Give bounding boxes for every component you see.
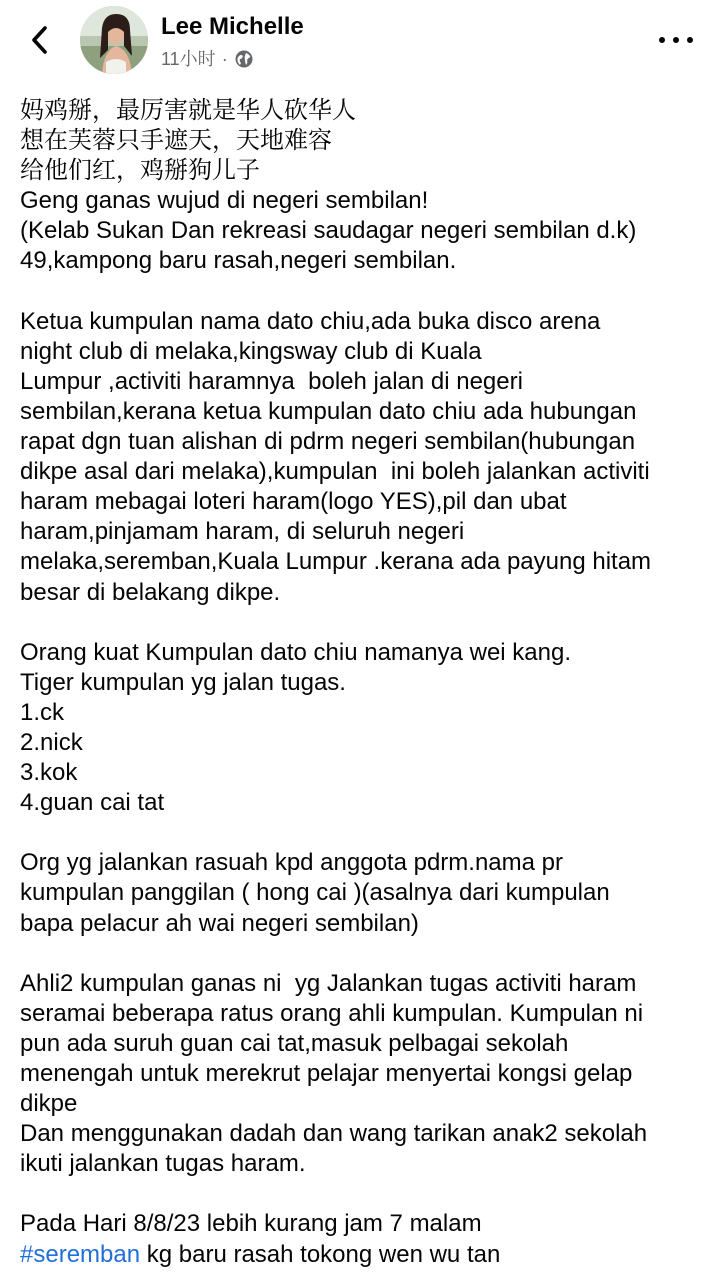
post-header: [0, 0, 713, 86]
post-text-line: menengah untuk merekrut pelajar menyertai kongsi gelap: [20, 1060, 633, 1087]
post-text-line: haram,pinjamam haram, di seluruh negeri: [20, 518, 465, 546]
post-text-line: 1.ck: [20, 698, 65, 726]
post-timestamp[interactable]: 11小时: [161, 49, 216, 69]
post-text-line: Tiger kumpulan yg jalan tugas.: [20, 668, 346, 696]
more-options-button[interactable]: [659, 28, 693, 52]
post-text-line: 49,kampong baru rasah,negeri sembilan.: [20, 247, 457, 275]
post-text-line: 给他们红，鸡掰狗儿子: [20, 157, 260, 185]
post-text-line: bapa pelacur ah wai negeri sembilan): [20, 909, 419, 937]
meta-separator: ·: [221, 49, 228, 69]
profile-photo: [80, 6, 148, 74]
post-last-line: [20, 1240, 700, 1270]
hashtag-link[interactable]: #seremban: [20, 1240, 141, 1268]
post-text-line: 想在芙蓉只手遮天，天地难容: [20, 127, 332, 155]
post-text-line: 2.nick: [20, 728, 83, 756]
post-meta: [161, 46, 254, 72]
post-text-line: kg baru rasah tokong wen wu tan: [140, 1240, 501, 1268]
post-text-line: sembilan,kerana ketua kumpulan dato chiu ada hubungan: [20, 397, 637, 425]
more-dot: [687, 37, 693, 43]
post-text-line: kumpulan panggilan ( hong cai )(asalnya dari kumpulan: [20, 879, 610, 907]
post-text-line: Pada Hari 8/8/23 lebih kurang jam 7 malam: [20, 1210, 482, 1238]
avatar[interactable]: [80, 6, 148, 74]
back-button[interactable]: [22, 22, 58, 58]
post-text-line: melaka,seremban,Kuala Lumpur .kerana ada payung hitam: [20, 548, 652, 576]
post-text-line: dikpe asal dari melaka),kumpulan ini boleh jalankan activiti: [20, 458, 650, 486]
post-text-line: 妈鸡掰，最厉害就是华人砍华人: [20, 97, 356, 124]
more-dot: [659, 37, 665, 43]
post-text-line: ikuti jalankan tugas haram.: [20, 1150, 306, 1178]
post-text-line: besar di belakang dikpe.: [20, 578, 281, 606]
blank-line: [20, 939, 700, 969]
blank-line: [20, 1179, 700, 1209]
author-name[interactable]: Lee Michelle: [161, 13, 304, 40]
post-text-line: Ahli2 kumpulan ganas ni yg Jalankan tugas activiti haram: [20, 969, 637, 997]
post-text-line: Org yg jalankan rasuah kpd anggota pdrm.nama pr: [20, 849, 563, 877]
post-text-line: Dan menggunakan dadah dan wang tarikan anak2 sekolah: [20, 1120, 648, 1148]
post-text: [20, 96, 700, 1240]
post-text-line: Lumpur ,activiti haramnya boleh jalan di negeri: [20, 367, 523, 395]
globe-icon: [234, 49, 254, 69]
post-text-line: night club di melaka,kingsway club di Kuala: [20, 337, 482, 365]
post-text-line: pun ada suruh guan cai tat,masuk pelbagai sekolah: [20, 1029, 569, 1057]
post-text-line: haram mebagai loteri haram(logo YES),pil dan ubat: [20, 488, 567, 516]
post-text-line: Orang kuat Kumpulan dato chiu namanya wei kang.: [20, 638, 572, 666]
post-text-line: seramai beberapa ratus orang ahli kumpulan. Kumpulan ni: [20, 999, 644, 1027]
post-body: [20, 96, 700, 1270]
blank-line: [20, 818, 700, 848]
more-dot: [673, 37, 679, 43]
blank-line: [20, 608, 700, 638]
post-text-line: 4.guan cai tat: [20, 789, 165, 817]
post-text-line: (Kelab Sukan Dan rekreasi saudagar negeri sembilan d.k): [20, 217, 637, 245]
post-text-line: rapat dgn tuan alishan di pdrm negeri sembilan(hubungan: [20, 428, 636, 456]
blank-line: [20, 277, 700, 307]
chevron-left-icon: [28, 24, 52, 56]
post-text-line: dikpe: [20, 1090, 78, 1118]
post-text-line: 3.kok: [20, 759, 78, 787]
post-text-line: Geng ganas wujud di negeri sembilan!: [20, 187, 429, 215]
post-text-line: Ketua kumpulan nama dato chiu,ada buka disco arena: [20, 307, 601, 335]
